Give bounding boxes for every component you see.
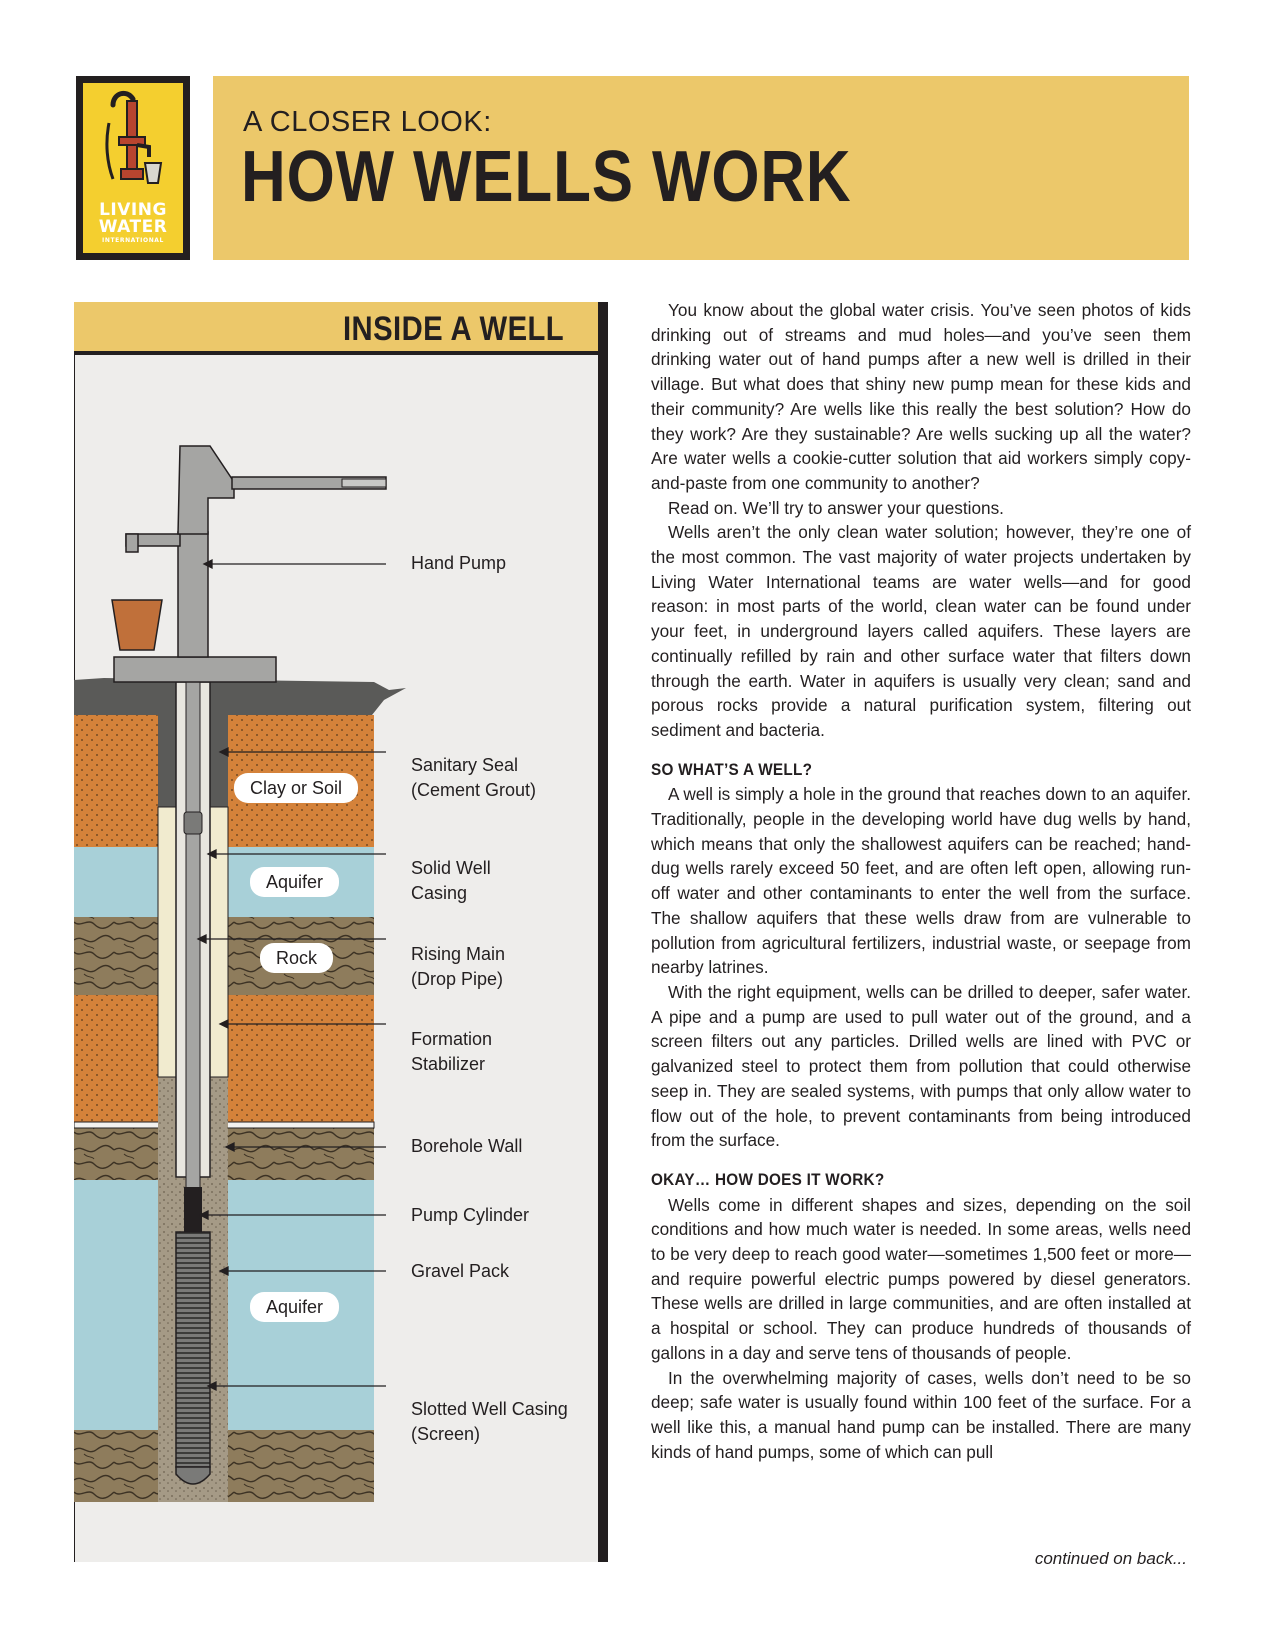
callout-solid-casing-line-2: Casing xyxy=(411,883,468,903)
rock-lower-left xyxy=(74,1128,158,1180)
callout-gravel-pack xyxy=(411,1259,509,1284)
pump-handle-grip xyxy=(342,479,386,487)
clay-lower-left xyxy=(74,995,158,1122)
callout-borehole-wall-line-1: Borehole Wall xyxy=(411,1136,523,1156)
article-body xyxy=(651,298,1191,1464)
aquifer-upper-left xyxy=(74,847,158,917)
section1-paragraph-2: With the right equipment, wells can be drilled to deeper, safer water. A pipe and a pump are used to pull water out of the ground, and a screen filters out any particles. Drilled wells are lined with PVC or galvanized steel to protect them from pollution that could otherwise seep in. They are sealed systems, with pumps that only allow water to flow out of the hole, to prevent contaminants from being introduced from the surface. xyxy=(651,981,1191,1151)
header-kicker: A CLOSER LOOK: xyxy=(243,106,492,138)
page-title: HOW WELLS WORK xyxy=(241,137,852,217)
intro-paragraph-1: You know about the global water crisis. You’ve seen photos of kids drinking out of streams and mud holes—and you’ve seen them drinking water out of hand pumps after a new well is drilled in their village. But what does that shiny new pump mean for these kids and their community? Are wells like this really the best solution? How do they work? Are they sustainable? Are wells sucking up all the water? Are water wells a cookie-cutter solution that aid workers simply copy-and-paste from one community to another? xyxy=(651,300,1191,493)
logo-line-3: INTERNATIONAL xyxy=(102,237,164,244)
pump-column xyxy=(178,532,208,657)
callout-pump-cylinder-line-1: Pump Cylinder xyxy=(411,1205,530,1225)
pipe-coupling xyxy=(184,812,202,834)
callout-formation-stabilizer xyxy=(411,1027,492,1077)
clay-lower-right xyxy=(228,995,374,1122)
section-heading-how-does-it-work: OKAY… HOW DOES IT WORK? xyxy=(651,1169,885,1189)
logo-line-2: WATER xyxy=(98,217,168,237)
hand-pump-logo-icon xyxy=(83,83,183,203)
callout-hand-pump xyxy=(411,551,506,576)
rock-bottom-right xyxy=(228,1430,374,1502)
callout-formation-stabilizer-line-1: Formation xyxy=(411,1029,493,1049)
callout-slotted-casing-line-2: (Screen) xyxy=(411,1424,481,1444)
callout-sanitary-seal-line-2: (Cement Grout) xyxy=(411,780,537,800)
callout-rising-main xyxy=(411,942,505,992)
pump-cylinder xyxy=(184,1187,202,1235)
section2-paragraph-1: Wells come in different shapes and sizes, depending on the soil conditions and how much water is needed. In some areas, wells need to be very deep to reach good water—sometimes 1,500 feet or more—and require powerful electric pumps powered by diesel generators. These wells are drilled in large communities, and are often installed at a hospital or school. They can produce hundreds of thousands of gallons in a day and serve tens of thousands of people. xyxy=(651,1194,1191,1363)
section1-paragraph-1: A well is simply a hole in the ground that reaches down to an aquifer. Traditionally, people in the developing world have dug wells by hand, which means that only the shallowest aquifers can be reached; hand-dug wells rarely exceed 50 feet, and are often left open, allowing run-off water and other contaminants to enter the well from the surface. The shallow aquifers that these wells draw from are vulnerable to pollution from agricultural fertilizers, industrial waste, or seepage from nearby latrines. xyxy=(651,784,1191,978)
well-cross-section-diagram xyxy=(74,302,598,1562)
pump-head xyxy=(178,446,234,534)
callout-pump-cylinder xyxy=(411,1203,529,1228)
section-heading-whats-a-well: SO WHAT’S A WELL? xyxy=(651,759,813,779)
callout-borehole-wall xyxy=(411,1134,522,1159)
rising-main-pipe xyxy=(186,682,200,1192)
layer-label-aquifer-upper: Aquifer xyxy=(250,867,339,897)
callout-gravel-pack-line-1: Gravel Pack xyxy=(411,1261,510,1281)
sanitary-seal xyxy=(158,715,176,807)
bucket xyxy=(112,600,162,650)
slotted-screen xyxy=(176,1232,210,1467)
callout-rising-main-line-1: Rising Main xyxy=(411,944,506,964)
layer-label-clay: Clay or Soil xyxy=(234,773,358,803)
rock-bottom-left xyxy=(74,1430,158,1502)
sanitary-seal-right xyxy=(210,715,228,807)
diagram-right-border xyxy=(598,302,608,1562)
callout-slotted-casing-line-1: Slotted Well Casing xyxy=(411,1399,568,1419)
intro-paragraph-2: Read on. We’ll try to answer your questions. xyxy=(668,497,1004,518)
clay-layer-left xyxy=(74,715,158,847)
rock-layer-left xyxy=(74,917,158,995)
rock-lower-right xyxy=(228,1128,374,1180)
continued-note: continued on back... xyxy=(1034,1549,1187,1568)
layer-label-rock: Rock xyxy=(260,943,333,973)
logo xyxy=(76,76,190,260)
header-banner xyxy=(213,76,1189,260)
logo-wordmark xyxy=(83,202,183,245)
callout-sanitary-seal-line-1: Sanitary Seal xyxy=(411,755,519,775)
callout-rising-main-line-2: (Drop Pipe) xyxy=(411,969,504,989)
callout-solid-casing-line-1: Solid Well xyxy=(411,858,491,878)
aquifer-lower-left xyxy=(74,1180,158,1430)
section2-paragraph-2: In the overwhelming majority of cases, wells don’t need to be so deep; safe water is usually found within 100 feet of the surface. For a well like this, a manual hand pump can be installed. There are many kinds of hand pumps, some of which can pull xyxy=(651,1367,1191,1462)
callout-slotted-casing xyxy=(411,1397,568,1447)
callout-solid-casing xyxy=(411,856,491,906)
callout-sanitary-seal xyxy=(411,753,536,803)
callout-hand-pump-line-1: Hand Pump xyxy=(411,553,507,573)
logo-line-1: LIVING xyxy=(99,200,167,220)
callout-formation-stabilizer-line-2: Stabilizer xyxy=(411,1054,486,1074)
pump-spout-tip xyxy=(126,534,138,552)
pump-base-plate xyxy=(114,657,276,682)
layer-label-aquifer-lower: Aquifer xyxy=(250,1292,339,1322)
logo-badge xyxy=(83,83,183,253)
intro-paragraph-3: Wells aren’t the only clean water solution; however, they’re one of the most common. The vast majority of water projects undertaken by Living Water International teams are water wells—and for good reason: in most parts of the world, clean water can be found under your feet, in underground layers called aquifers. These layers are continually refilled by rain and other surface water that filters down through the earth. Water in aquifers is usually very clean; sand and porous rocks provide a natural purification system, filtering out sediment and bacteria. xyxy=(651,522,1191,740)
diagram-title: INSIDE A WELL xyxy=(342,310,564,348)
